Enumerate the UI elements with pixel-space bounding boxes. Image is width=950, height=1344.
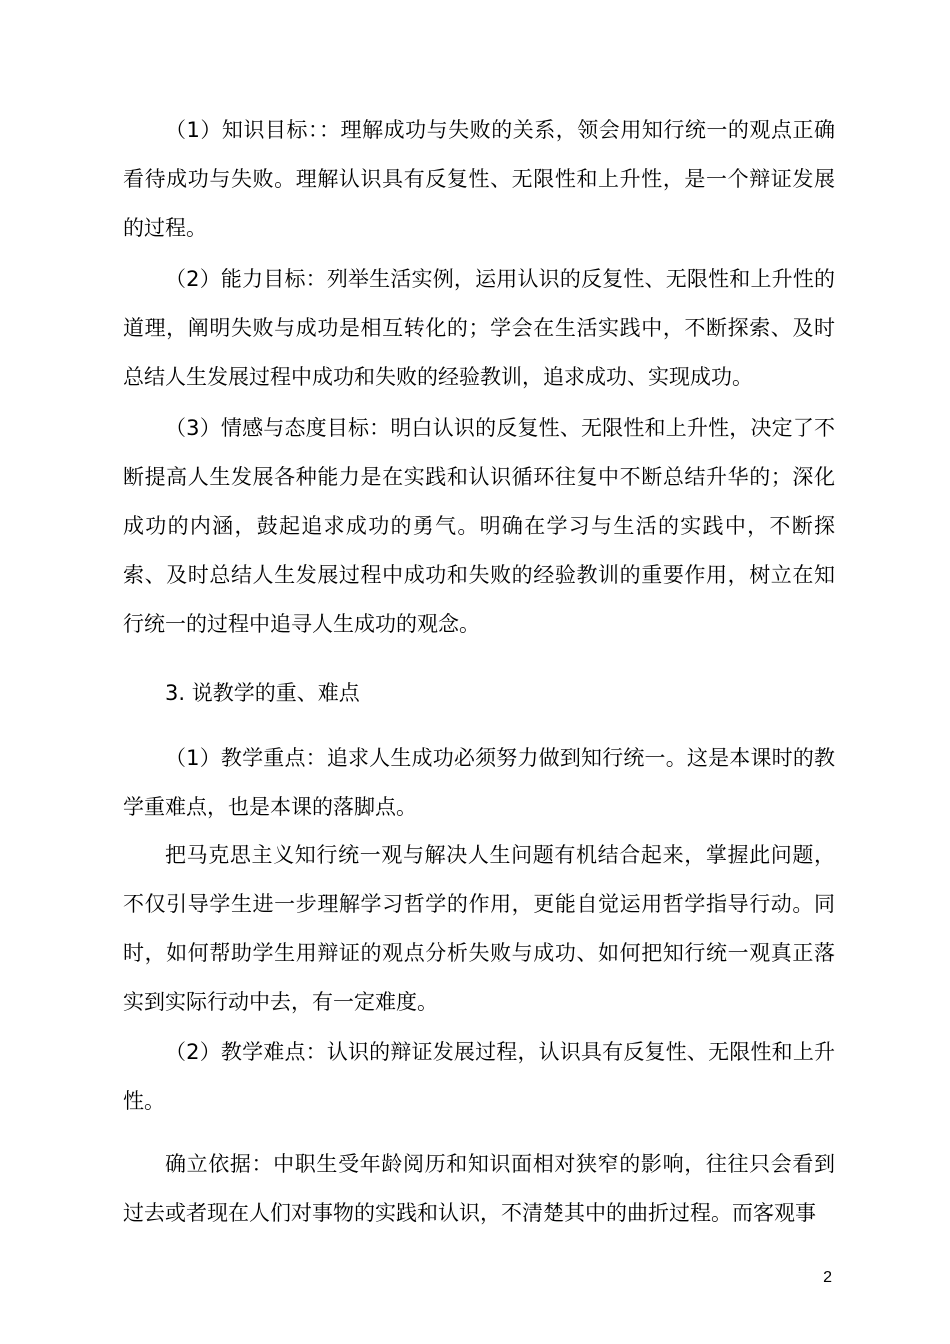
paragraph-emotion-goal: （3）情感与态度目标：明白认识的反复性、无限性和上升性，决定了不断提高人生发展各种能力是在实践和认识循环往复中不断总结升华的；深化成功的内涵，鼓起追求成功的勇气。明确在学习与生活的实践中，不断探索、及时总结人生发展过程中成功和失败的经验教训的重要作用，树立在知行统一的过程中追寻人生成功的观念。 — [123, 416, 835, 636]
paragraph-focus-explanation: 把马克思主义知行统一观与解决人生问题有机结合起来，掌握此问题，不仅引导学生进一步理解学习哲学的作用，更能自觉运用哲学指导行动。同时，如何帮助学生用辩证的观点分析失败与成功、如何把知行统一观真正落实到实际行动中去，有一定难度。 — [123, 843, 835, 1014]
paragraph-teaching-difficulty: （2）教学难点：认识的辩证发展过程，认识具有反复性、无限性和上升性。 — [123, 1040, 835, 1113]
section-heading: 3. 说教学的重、难点 — [165, 681, 360, 705]
page-number: 2 — [823, 1269, 832, 1286]
paragraph-ability-goal: （2）能力目标：列举生活实例，运用认识的反复性、无限性和上升性的道理，阐明失败与成功是相互转化的；学会在生活实践中，不断探索、及时总结人生发展过程中成功和失败的经验教训，追求成功、实现成功。 — [123, 267, 835, 389]
paragraph-knowledge-goal: （1）知识目标：：理解成功与失败的关系，领会用知行统一的观点正确看待成功与失败。理解认识具有反复性、无限性和上升性，是一个辩证发展的过程。 — [123, 118, 835, 240]
paragraph-teaching-focus: （1）教学重点：追求人生成功必须努力做到知行统一。这是本课时的教学重难点，也是本课的落脚点。 — [123, 746, 835, 819]
paragraph-basis: 确立依据：中职生受年龄阅历和知识面相对狭窄的影响，往往只会看到过去或者现在人们对事物的实践和认识，不清楚其中的曲折过程。而客观事 — [123, 1152, 835, 1225]
